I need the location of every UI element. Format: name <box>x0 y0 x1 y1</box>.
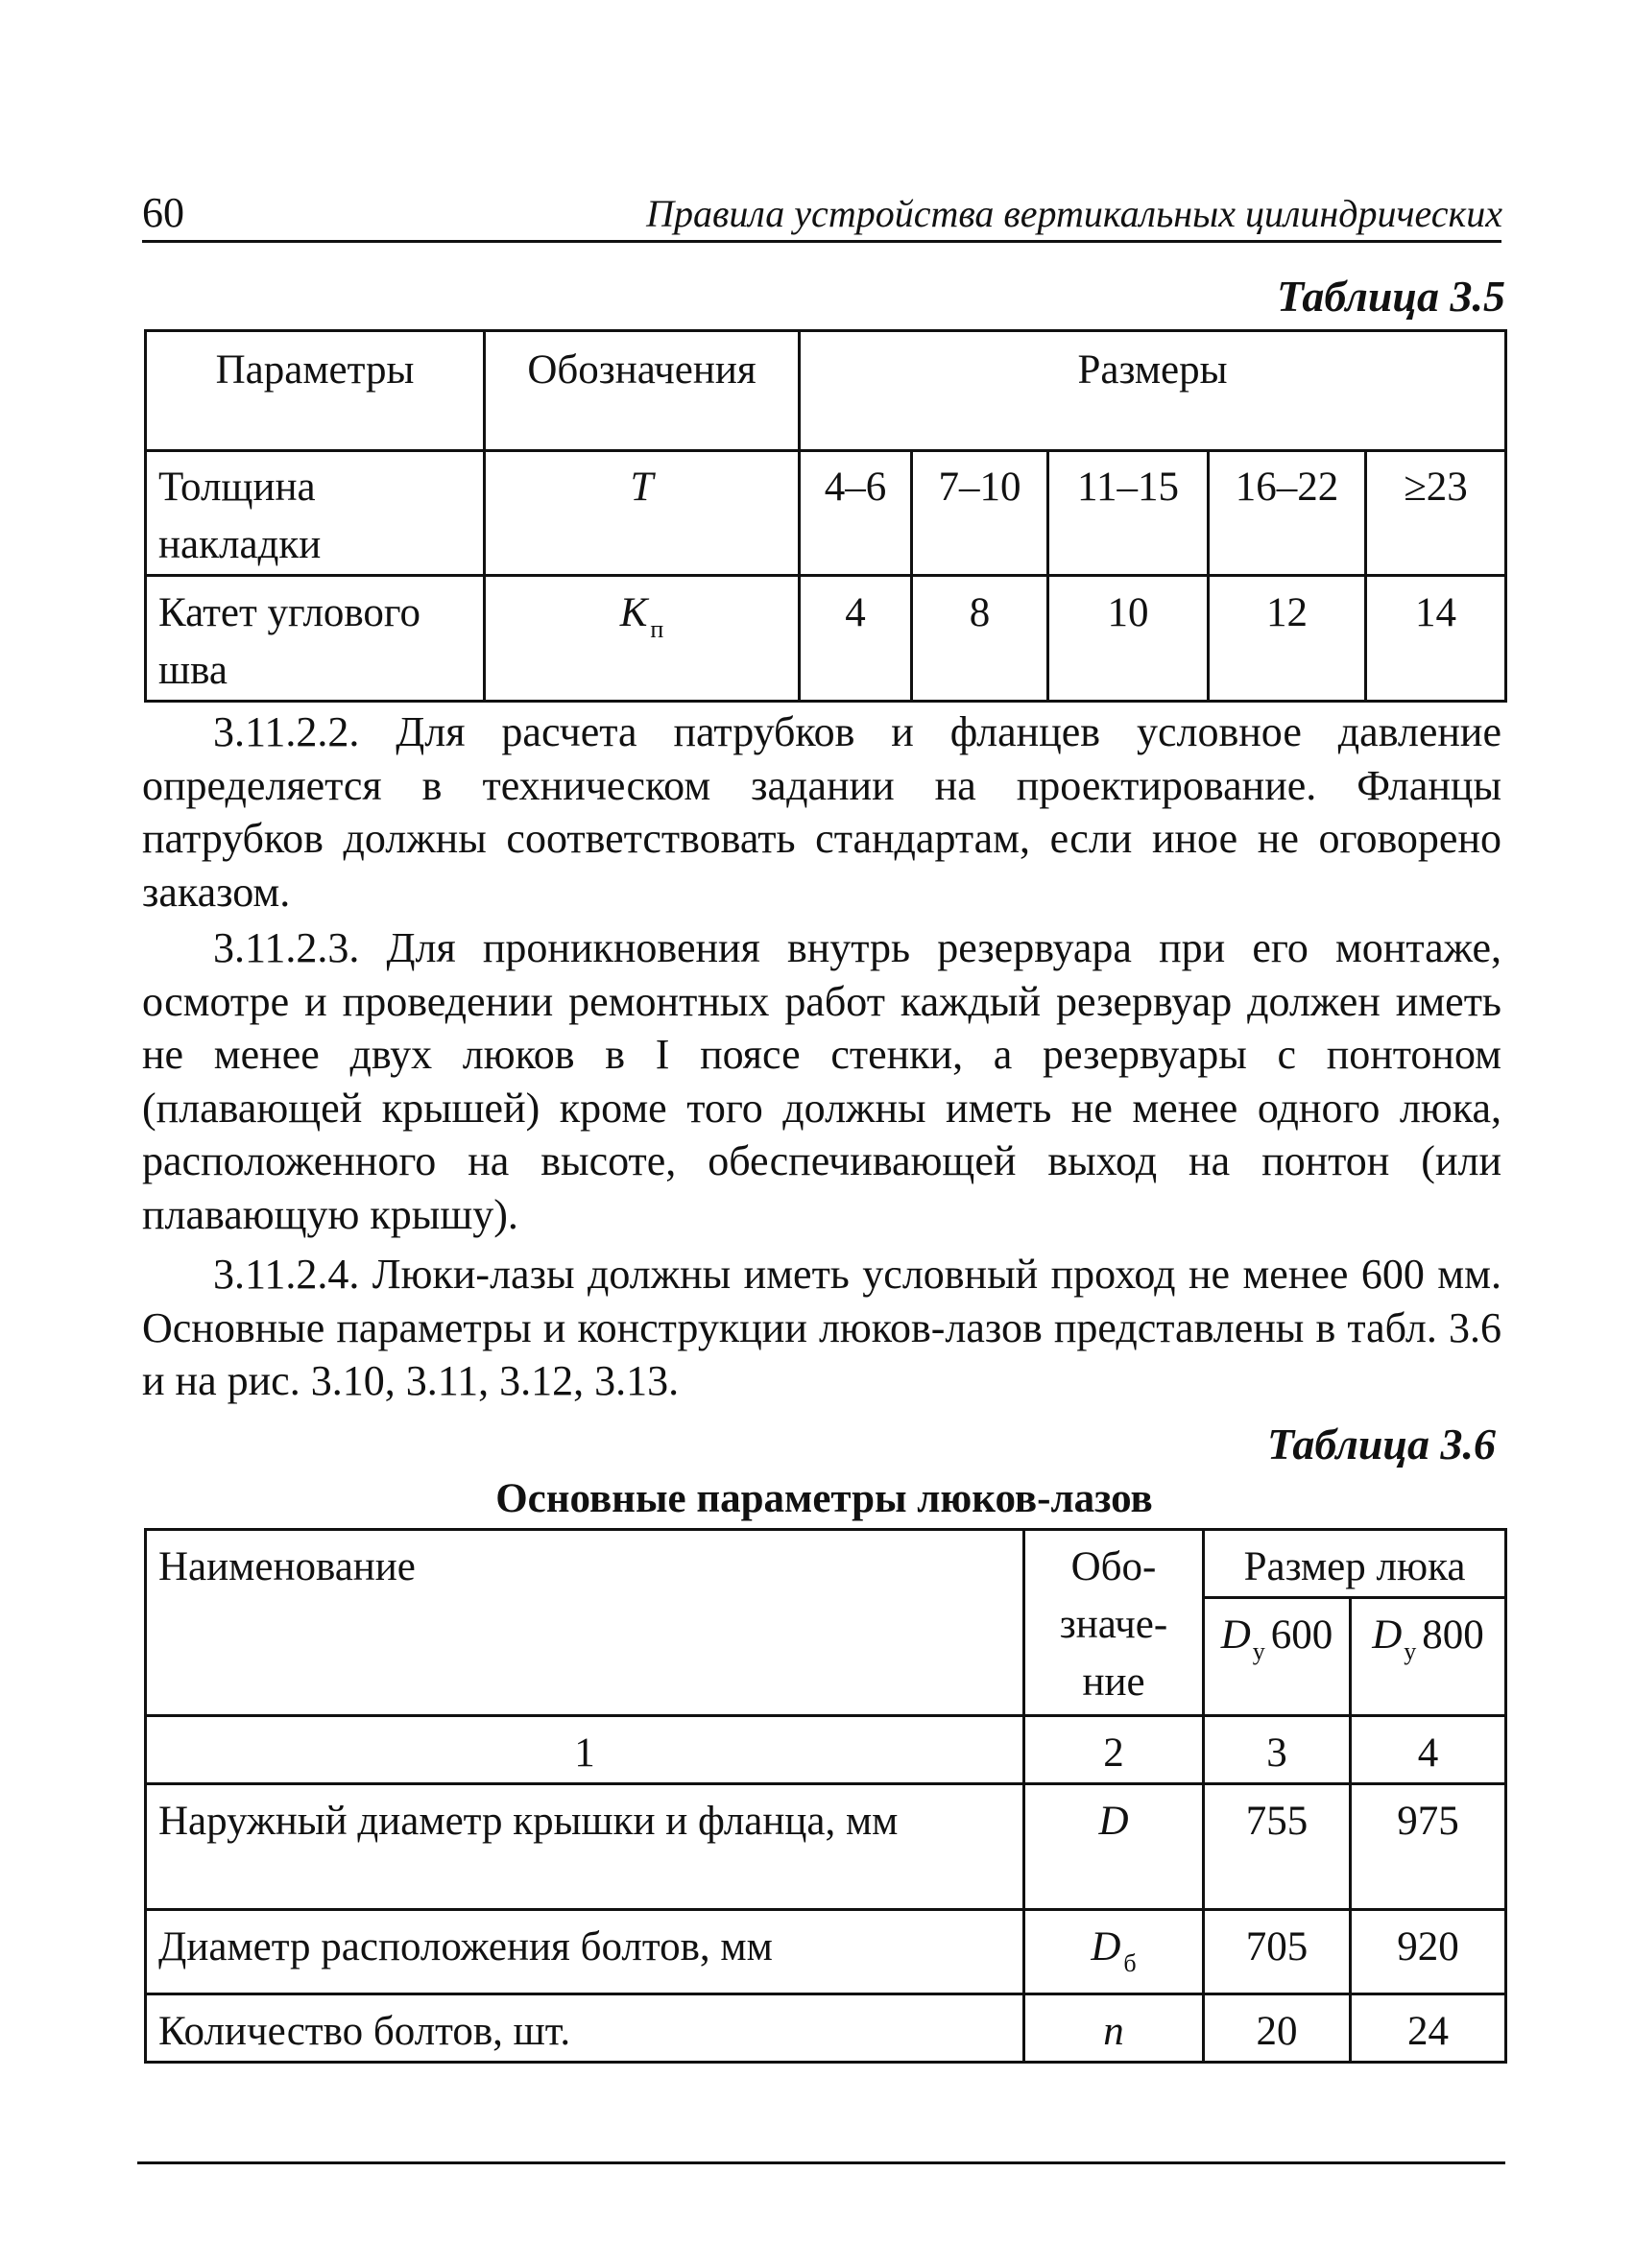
size-cell: 10 <box>1048 576 1209 702</box>
table-row <box>146 1910 1506 1994</box>
column-number: 3 <box>1204 1716 1351 1784</box>
row-name: Катет углового шва <box>146 576 485 702</box>
dy-subscript: у <box>1252 1637 1265 1665</box>
symbol-letter: T <box>630 465 654 510</box>
header-cell-symbol: Обо- значе- ние <box>1024 1530 1204 1716</box>
table-row <box>146 1994 1506 2063</box>
table-3-6 <box>144 1528 1507 2064</box>
symbol-letter: D <box>1091 1924 1121 1970</box>
size-cell: 11–15 <box>1048 451 1209 576</box>
header-cell-dy800 <box>1351 1598 1506 1716</box>
symbol-subscript: п <box>650 615 664 643</box>
row-symbol <box>485 451 800 576</box>
column-number: 1 <box>146 1716 1024 1784</box>
symbol-letter: D <box>1098 1799 1129 1844</box>
dy-value: 600 <box>1270 1612 1333 1658</box>
row-symbol <box>1024 1994 1204 2063</box>
column-number: 4 <box>1351 1716 1506 1784</box>
size-cell: 7–10 <box>912 451 1048 576</box>
row-symbol <box>1024 1784 1204 1910</box>
header-rule <box>142 240 1501 243</box>
column-number: 2 <box>1024 1716 1204 1784</box>
symbol-subscript: б <box>1123 1949 1137 1977</box>
size-cell: 14 <box>1366 576 1506 702</box>
row-symbol <box>485 576 800 702</box>
size-cell: ≥23 <box>1366 451 1506 576</box>
header-cell-dy600 <box>1204 1598 1351 1716</box>
running-title: Правила устройства вертикальных цилиндрических <box>646 192 1502 235</box>
size-cell: 16–22 <box>1209 451 1366 576</box>
page-number: 60 <box>142 189 184 236</box>
header-cell-sizes: Размеры <box>800 331 1506 451</box>
table-3-5-tag: Таблица 3.5 <box>1276 272 1505 321</box>
value-dy800: 24 <box>1351 1994 1506 2063</box>
table-row <box>146 1784 1506 1910</box>
dy-letter: D <box>1220 1612 1251 1658</box>
size-cell: 4 <box>800 576 912 702</box>
table-row <box>146 576 1506 702</box>
size-cell: 8 <box>912 576 1048 702</box>
paragraph-3-11-2-3: 3.11.2.3. Для проникновения внутрь резервуара при его монтаже, осмотре и проведении ремонтных работ каждый резервуар должен иметь не менее двух люков в I поясе стенки, а резервуары с понтоном (плавающей крышей) кроме того должны иметь не менее одного люка, расположенного на высоте, обеспечивающей выход на понтон (или плавающую крышу). <box>142 924 1501 1238</box>
table-3-6-tag: Таблица 3.6 <box>1266 1420 1496 1468</box>
header-cell-params: Параметры <box>146 331 485 451</box>
table-header-row <box>146 331 1506 451</box>
header-cell-size: Размер люка <box>1204 1530 1506 1598</box>
footer-rule <box>137 2161 1505 2164</box>
value-dy800: 920 <box>1351 1910 1506 1994</box>
symbol-letter: K <box>619 590 648 635</box>
value-dy800: 975 <box>1351 1784 1506 1910</box>
row-name: Диаметр расположения болтов, мм <box>146 1910 1024 1994</box>
table-3-5 <box>144 329 1507 703</box>
value-dy600: 705 <box>1204 1910 1351 1994</box>
table-header-row <box>146 1530 1506 1598</box>
size-cell: 12 <box>1209 576 1366 702</box>
row-symbol <box>1024 1910 1204 1994</box>
header-cell-name: Наименование <box>146 1530 1024 1716</box>
dy-subscript: у <box>1404 1637 1417 1665</box>
dy-letter: D <box>1372 1612 1403 1658</box>
symbol-letter: n <box>1103 2009 1124 2054</box>
table-row <box>146 451 1506 576</box>
paragraph-3-11-2-4: 3.11.2.4. Люки-лазы должны иметь условный проход не менее 600 мм. Основные параметры и конструкции люков-лазов представлены в табл. 3.6 и на рис. 3.10, 3.11, 3.12, 3.13. <box>142 1251 1501 1404</box>
row-name: Количество болтов, шт. <box>146 1994 1024 2063</box>
value-dy600: 755 <box>1204 1784 1351 1910</box>
value-dy600: 20 <box>1204 1994 1351 2063</box>
table-3-6-caption: Основные параметры люков-лазов <box>495 1476 1153 1521</box>
column-number-row <box>146 1716 1506 1784</box>
header-cell-symbols: Обозначения <box>485 331 800 451</box>
row-name: Наружный диаметр крышки и фланца, мм <box>146 1784 1024 1910</box>
paragraph-3-11-2-2: 3.11.2.2. Для расчета патрубков и фланцев условное давление определяется в техническом задании на проектирование. Фланцы патрубков должны соответствовать стандартам, если иное не оговорено заказом. <box>142 708 1501 916</box>
size-cell: 4–6 <box>800 451 912 576</box>
row-name: Толщина накладки <box>146 451 485 576</box>
dy-value: 800 <box>1422 1612 1484 1658</box>
